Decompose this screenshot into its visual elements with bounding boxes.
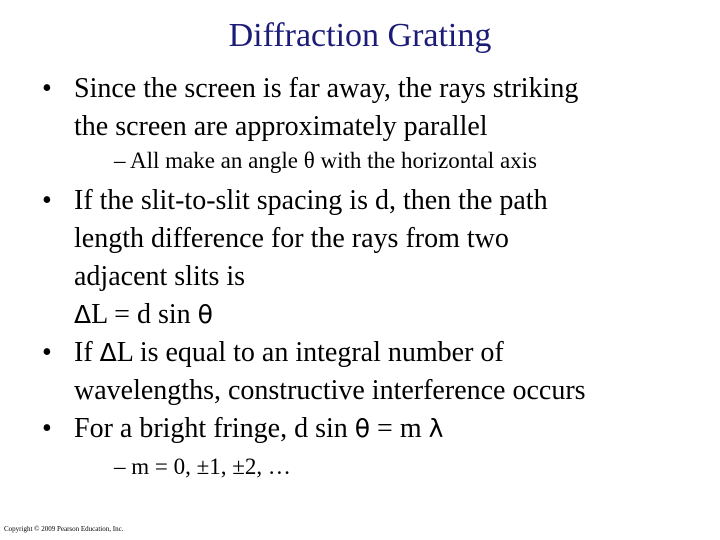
bullet-2-line-2: length difference for the rays from two — [74, 223, 509, 254]
delta-symbol: Δ — [99, 338, 117, 367]
bullet-dot: • — [42, 337, 52, 368]
bullet-3-line-1 — [74, 334, 682, 372]
slide-title: Diffraction Grating — [228, 17, 492, 54]
lambda-symbol: λ — [428, 414, 444, 443]
delta-symbol: Δ — [74, 300, 92, 329]
bullet-dot: • — [42, 185, 52, 216]
bullet-3-line-2: wavelengths, constructive interference occurs — [74, 375, 586, 406]
theta-symbol: θ — [354, 414, 371, 443]
bullet-4-mid: = m — [370, 413, 429, 444]
bright-fringe-condition — [74, 410, 682, 448]
sub-dash: – — [114, 148, 126, 173]
bullet-2-line-3: adjacent slits is — [74, 261, 246, 292]
sub-bullet-2 — [114, 452, 704, 482]
bullet-1-line-2: the screen are approximately parallel — [74, 111, 488, 142]
formula-mid: L = d sin — [91, 299, 198, 330]
sub-bullet-1-text: All make an angle θ with the horizontal axis — [129, 148, 537, 173]
bullet-dot: • — [42, 73, 52, 104]
sub-dash: – — [114, 454, 126, 479]
path-difference-formula — [74, 296, 682, 334]
copyright-notice: Copyright © 2009 Pearson Education, Inc. — [4, 525, 124, 533]
sub-bullet-2-text: m = 0, ±1, ±2, … — [131, 454, 291, 479]
bullet-3 — [42, 334, 682, 410]
sub-bullet-1 — [114, 146, 704, 176]
bullet-2-line-1: If the slit-to-slit spacing is d, then the path — [74, 185, 548, 216]
bullet-1 — [42, 70, 682, 146]
theta-symbol: θ — [197, 300, 213, 329]
bullet-4 — [42, 410, 682, 448]
bullet-2 — [42, 182, 682, 334]
bullet-dot: • — [42, 413, 52, 444]
bullet-4-prefix: For a bright fringe, d sin — [74, 413, 355, 444]
bullet-3-prefix: If — [74, 337, 100, 368]
bullet-1-line-1: Since the screen is far away, the rays striking — [74, 73, 579, 104]
bullet-3-rest: L is equal to an integral number of — [116, 337, 504, 368]
